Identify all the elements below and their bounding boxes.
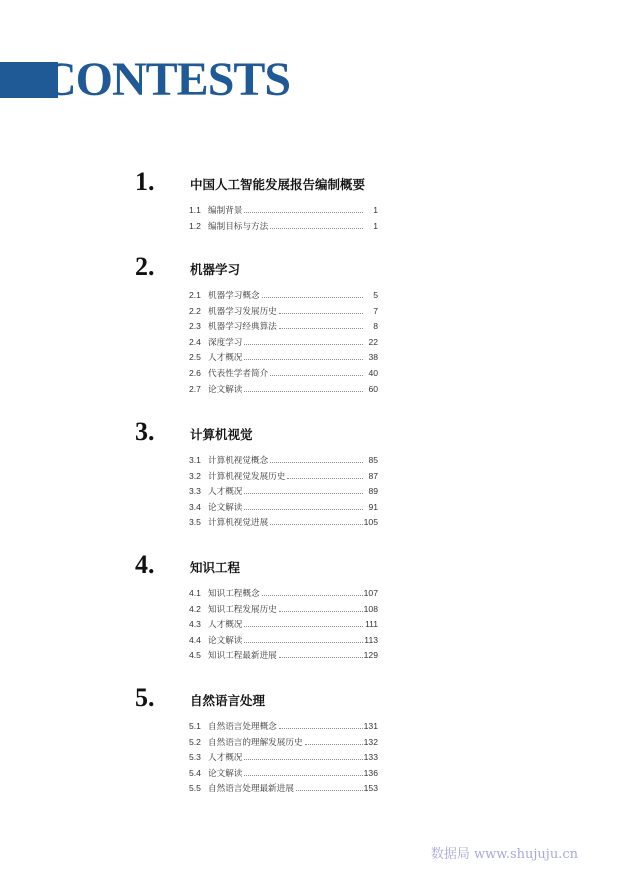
toc-entry[interactable] (189, 335, 378, 351)
dot-leader (244, 212, 363, 213)
toc-entry-number: 1.1 (189, 205, 201, 215)
toc-entry-label: 机器学习概念 (208, 290, 260, 300)
dot-leader (279, 728, 363, 729)
section-title[interactable]: 计算机视觉 (190, 428, 253, 442)
toc-entry-page: 153 (363, 783, 378, 794)
toc-entry[interactable] (189, 586, 378, 602)
toc-entry[interactable] (189, 617, 378, 633)
toc-entry-label: 机器学习经典算法 (208, 321, 277, 332)
toc-entry-list (189, 719, 378, 797)
toc-entry-number: 4.3 (189, 619, 201, 630)
section-number: 3. (135, 417, 155, 446)
toc-entry-page: 7 (373, 305, 378, 316)
toc-entry-number: 3.4 (189, 501, 201, 512)
toc-entry-label: 人才概况 (208, 352, 243, 363)
toc-entry-number: 2.6 (189, 367, 201, 378)
toc-entry[interactable] (189, 633, 378, 649)
toc-entry-number: 2.3 (189, 321, 201, 332)
toc-entry-page: 107 (363, 588, 378, 598)
toc-entry-number: 5.1 (189, 721, 201, 731)
toc-entry-list (189, 453, 378, 531)
dot-leader (244, 775, 362, 776)
toc-entry-number: 2.2 (189, 305, 201, 316)
section-number: 2. (135, 252, 155, 281)
toc-entry-page: 85 (368, 455, 378, 465)
toc-entry[interactable] (189, 350, 378, 366)
dot-leader (244, 493, 363, 494)
toc-entry-label: 论文解读 (208, 383, 243, 394)
toc-entry-page: 108 (363, 603, 378, 614)
toc-entry[interactable] (189, 750, 378, 766)
toc-entry-list (189, 586, 378, 664)
toc-entry-page: 89 (368, 486, 378, 497)
toc-entry-label: 人才概况 (208, 486, 243, 497)
toc-entry[interactable] (189, 382, 378, 398)
toc-entry-number: 2.5 (189, 352, 201, 363)
toc-entry[interactable] (189, 484, 378, 500)
dot-leader (244, 759, 362, 760)
toc-entry[interactable] (189, 469, 378, 485)
toc-entry[interactable] (189, 288, 378, 304)
dot-leader (279, 611, 363, 612)
toc-entry[interactable] (189, 719, 378, 735)
toc-entry-label: 计算机视觉进展 (208, 517, 269, 528)
toc-entry-page: 22 (368, 336, 378, 347)
toc-entry-page: 60 (368, 383, 378, 394)
toc-entry-label: 知识工程概念 (208, 588, 260, 598)
dot-leader (279, 328, 363, 329)
toc-entry-page: 1 (373, 205, 378, 215)
section-title[interactable]: 机器学习 (190, 263, 241, 277)
dot-leader (279, 657, 363, 658)
toc-entry[interactable] (189, 304, 378, 320)
page-title: CONTESTS (42, 53, 291, 106)
dot-leader (287, 478, 363, 479)
toc-entry[interactable] (189, 515, 378, 531)
toc-entry[interactable] (189, 203, 378, 219)
toc-entry-number: 3.3 (189, 486, 201, 497)
toc-entry-page: 113 (364, 634, 378, 645)
toc-entry-label: 深度学习 (208, 336, 243, 347)
toc-entry-number: 1.2 (189, 220, 201, 231)
toc-entry[interactable] (189, 366, 378, 382)
toc-entry-number: 3.1 (189, 455, 201, 465)
toc-entry-page: 5 (373, 290, 378, 300)
section-title[interactable]: 自然语言处理 (190, 694, 266, 708)
toc-entry-number: 2.1 (189, 290, 201, 300)
dot-leader (296, 790, 363, 791)
toc-entry[interactable] (189, 453, 378, 469)
toc-entry-page: 8 (373, 321, 378, 332)
dot-leader (270, 524, 362, 525)
toc-entry-page: 1 (373, 220, 378, 231)
toc-entry-page: 132 (363, 736, 378, 747)
toc-entry-page: 111 (364, 619, 378, 630)
toc-entry-label: 编制目标与方法 (208, 220, 269, 231)
dot-leader (270, 462, 363, 463)
toc-entry[interactable] (189, 319, 378, 335)
toc-entry-number: 4.1 (189, 588, 201, 598)
toc-entry-label: 论文解读 (208, 501, 243, 512)
watermark: 数据局 www.shujuju.cn (430, 847, 578, 862)
toc-entry-number: 3.5 (189, 517, 201, 528)
toc-entry-label: 编制背景 (208, 205, 243, 215)
dot-leader (244, 509, 363, 510)
toc-entry-number: 3.2 (189, 470, 201, 481)
dot-leader (279, 313, 363, 314)
toc-entry-number: 5.5 (189, 783, 201, 794)
toc-entry[interactable] (189, 781, 378, 797)
toc-entry-page: 87 (368, 470, 378, 481)
toc-entry-label: 计算机视觉概念 (208, 455, 269, 465)
dot-leader (305, 744, 363, 745)
toc-entry-page: 91 (368, 501, 378, 512)
toc-entry-page: 136 (363, 767, 378, 778)
toc-entry-label: 自然语言的理解发展历史 (208, 736, 303, 747)
toc-entry[interactable] (189, 219, 378, 235)
toc-entry-label: 知识工程最新进展 (208, 650, 277, 661)
toc-entry[interactable] (189, 735, 378, 751)
section-number: 1. (135, 167, 155, 196)
toc-entry[interactable] (189, 500, 378, 516)
toc-entry-number: 2.4 (189, 336, 201, 347)
toc-entry-number: 4.5 (189, 650, 201, 661)
toc-entry-label: 论文解读 (208, 634, 243, 645)
toc-entry-list (189, 203, 378, 234)
toc-entry-number: 4.4 (189, 634, 201, 645)
section-title[interactable]: 中国人工智能发展报告编制概要 (190, 178, 366, 192)
section-title[interactable]: 知识工程 (190, 561, 241, 575)
toc-entry-number: 5.3 (189, 752, 201, 763)
dot-leader (270, 228, 363, 229)
dot-leader (244, 359, 363, 360)
section-number: 5. (135, 683, 155, 712)
toc-entry[interactable] (189, 602, 378, 618)
section-number: 4. (135, 550, 155, 579)
toc-entry-label: 知识工程发展历史 (208, 603, 277, 614)
dot-leader (244, 642, 363, 643)
dot-leader (262, 297, 363, 298)
toc-entry-number: 2.7 (189, 383, 201, 394)
toc-entry-label: 机器学习发展历史 (208, 305, 277, 316)
toc-entry-page: 131 (363, 721, 378, 731)
toc-entry-number: 5.4 (189, 767, 201, 778)
toc-entry-page: 133 (363, 752, 378, 763)
toc-entry-number: 5.2 (189, 736, 201, 747)
toc-entry-page: 40 (368, 367, 378, 378)
toc-entry-list (189, 288, 378, 397)
toc-entry[interactable] (189, 766, 378, 782)
dot-leader (270, 375, 363, 376)
toc-entry-page: 38 (368, 352, 378, 363)
toc-entry-number: 4.2 (189, 603, 201, 614)
toc-entry-label: 计算机视觉发展历史 (208, 470, 286, 481)
dot-leader (244, 626, 363, 627)
toc-entry-label: 论文解读 (208, 767, 243, 778)
dot-leader (262, 595, 363, 596)
toc-entry[interactable] (189, 648, 378, 664)
dot-leader (244, 344, 363, 345)
toc-entry-page: 129 (363, 650, 378, 661)
toc-entry-label: 代表性学者简介 (208, 367, 269, 378)
toc-entry-page: 105 (363, 517, 378, 528)
dot-leader (244, 391, 363, 392)
toc-entry-label: 自然语言处理概念 (208, 721, 277, 731)
toc-entry-label: 自然语言处理最新进展 (208, 783, 294, 794)
toc-entry-label: 人才概况 (208, 752, 243, 763)
toc-entry-label: 人才概况 (208, 619, 243, 630)
